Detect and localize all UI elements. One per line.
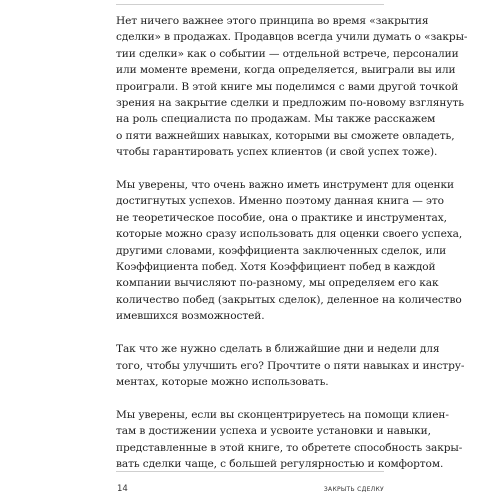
text-line: другими словами, коэффициента заключенных сделок, или xyxy=(116,244,447,257)
text-line: компании вычисляют по-разному, мы определяем его как xyxy=(116,277,439,290)
text-line: на роль специалиста по продажам. Мы также расскажем xyxy=(116,113,436,126)
text-line: Коэффициента побед. Хотя Коэффициент побед в каждой xyxy=(116,261,436,274)
paragraph-4 xyxy=(116,407,463,473)
text-line: или моменте времени, когда определяется, выиграли вы или xyxy=(116,64,456,77)
text-line: зрения на закрытие сделки и предложим по-новому взглянуть xyxy=(116,97,464,110)
text-line: Нет ничего важнее этого принципа во время «закрытия xyxy=(116,15,429,27)
top-rule xyxy=(116,4,384,5)
text-line: ментах, которые можно использовать. xyxy=(116,375,329,388)
running-title: ЗАКРЫТЬ СДЕЛКУ xyxy=(323,486,384,493)
text-line: Мы уверены, если вы сконцентрируетесь на помощи клиен- xyxy=(116,408,449,421)
text-line: чтобы гарантировать успех клиентов (и свой успех тоже). xyxy=(116,146,438,159)
text-line: там в достижении успеха и усвоите установки и навыки, xyxy=(116,425,431,438)
text-line: Так что же нужно сделать в ближайшие дни и недели для xyxy=(116,343,440,356)
text-line: сделки» в продажах. Продавцов всегда учили думать о «закры- xyxy=(116,31,468,44)
paragraph-3 xyxy=(116,341,465,390)
paragraph-1 xyxy=(116,13,468,161)
text-line: вать сделки чаще, с большей регулярностью и комфортом. xyxy=(116,457,444,470)
text-line: тии сделки» как о событии — отдельной встрече, персоналии xyxy=(116,47,459,60)
paragraph-2 xyxy=(116,177,463,325)
text-line: которые можно сразу использовать для оценки своего успеха, xyxy=(116,228,463,241)
footer-rule xyxy=(116,471,384,472)
text-line: имевшихся возможностей. xyxy=(116,310,265,323)
text-line: проиграли. В этой книге мы поделимся с вами другой точкой xyxy=(116,80,459,93)
body-text xyxy=(116,13,468,489)
page-number: 14 xyxy=(117,484,128,494)
text-line: не теоретическое пособие, она о практике и инструментах, xyxy=(116,211,447,224)
text-line: того, чтобы улучшить его? Прочтите о пяти навыках и инстру- xyxy=(116,359,465,372)
text-line: количество побед (закрытых сделок), деленное на количество xyxy=(116,293,462,306)
text-line: достигнутых успехов. Именно поэтому данная книга — это xyxy=(116,195,444,208)
text-line: Мы уверены, что очень важно иметь инструмент для оценки xyxy=(116,179,454,192)
text-line: представленные в этой книге, то обретете способность закры- xyxy=(116,441,463,454)
text-line: о пяти важнейших навыках, которыми вы сможете овладеть, xyxy=(116,129,455,142)
